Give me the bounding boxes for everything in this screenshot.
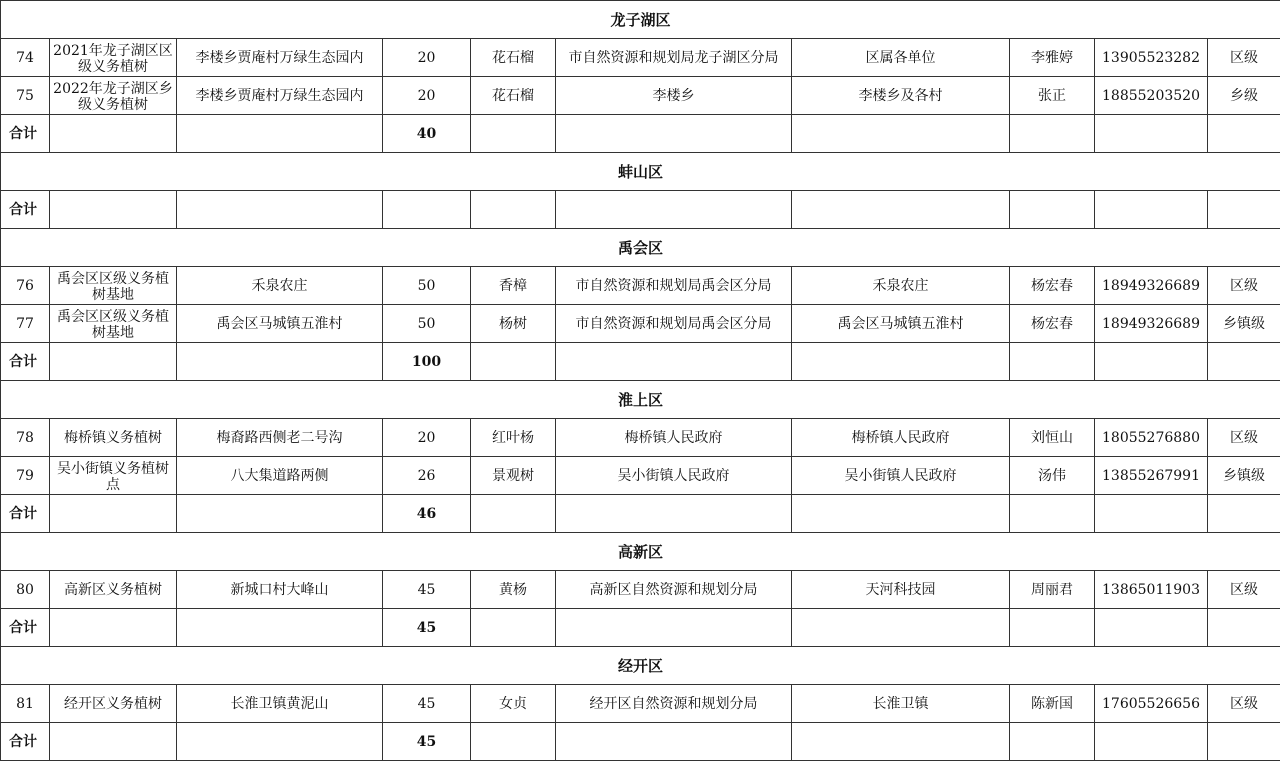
row-number-cell (1, 305, 50, 343)
row-number-cell (1, 267, 50, 305)
site-name-cell (50, 457, 177, 495)
empty-cell (792, 191, 1010, 229)
site-level-cell (1208, 419, 1280, 457)
participants-cell (792, 77, 1010, 115)
table-row (1, 77, 1280, 115)
section-title: 高新区 (1, 533, 1280, 571)
organizer: 梅桥镇人民政府 (624, 429, 723, 446)
site-name: 2022年龙子湖区乡级义务植树 (53, 80, 173, 111)
contact-phone: 18855203520 (1102, 87, 1200, 104)
empty-cell (1095, 609, 1208, 647)
contact-person: 杨宏春 (1031, 277, 1073, 294)
section-title: 经开区 (1, 647, 1280, 685)
empty-cell (1010, 495, 1095, 533)
participants: 李楼乡及各村 (858, 87, 943, 104)
empty-cell (177, 723, 383, 761)
empty-cell (50, 495, 177, 533)
tree-species-cell (471, 305, 556, 343)
contact-person: 杨宏春 (1031, 315, 1073, 332)
tree-count: 20 (417, 49, 436, 66)
empty-cell (1010, 343, 1095, 381)
site-location: 李楼乡贾庵村万绿生态园内 (195, 87, 364, 104)
site-location-cell (177, 39, 383, 77)
empty-cell (1208, 115, 1280, 153)
contact-phone-cell (1095, 685, 1208, 723)
empty-cell (1208, 343, 1280, 381)
contact-person-cell (1010, 419, 1095, 457)
tree-species-cell (471, 77, 556, 115)
empty-cell (50, 115, 177, 153)
table-row (1, 419, 1280, 457)
section-title: 禹会区 (1, 229, 1280, 267)
tree-count: 50 (417, 315, 436, 332)
table-row (1, 305, 1280, 343)
contact-phone: 13855267991 (1102, 467, 1200, 484)
empty-cell (177, 343, 383, 381)
empty-cell (1095, 495, 1208, 533)
tree-count-cell (383, 305, 471, 343)
row-number: 77 (16, 315, 34, 332)
site-name: 2021年龙子湖区区级义务植树 (53, 42, 173, 73)
organizer-cell (556, 267, 792, 305)
tree-count: 45 (417, 695, 436, 712)
participants: 区属各单位 (865, 49, 936, 66)
table-row (1, 39, 1280, 77)
empty-cell (556, 343, 792, 381)
organizer: 李楼乡 (652, 87, 695, 104)
tree-species: 黄杨 (499, 581, 527, 598)
organizer: 经开区自然资源和规划分局 (589, 695, 758, 712)
empty-cell (1208, 495, 1280, 533)
tree-count-cell (383, 571, 471, 609)
empty-cell (177, 609, 383, 647)
empty-cell (1010, 723, 1095, 761)
organizer: 市自然资源和规划局禹会区分局 (575, 315, 772, 332)
participants-cell (792, 305, 1010, 343)
site-name: 吴小街镇义务植树点 (57, 460, 169, 491)
organizer-cell (556, 457, 792, 495)
tree-species: 红叶杨 (492, 429, 534, 446)
site-level: 区级 (1230, 429, 1258, 446)
empty-cell (177, 495, 383, 533)
empty-cell (792, 495, 1010, 533)
site-location-cell (177, 571, 383, 609)
organizer-cell (556, 419, 792, 457)
empty-cell (556, 115, 792, 153)
site-level: 区级 (1230, 695, 1258, 712)
total-row (1, 343, 1280, 381)
total-value: 40 (383, 115, 471, 153)
participants: 禾泉农庄 (872, 277, 929, 294)
tree-species-cell (471, 571, 556, 609)
row-number: 75 (16, 87, 34, 104)
empty-cell (556, 191, 792, 229)
site-location-cell (177, 305, 383, 343)
table-body (1, 1, 1280, 761)
tree-count-cell (383, 685, 471, 723)
row-number-cell (1, 39, 50, 77)
total-label: 合计 (1, 723, 50, 761)
site-name-cell (50, 39, 177, 77)
empty-cell (50, 191, 177, 229)
site-name-cell (50, 419, 177, 457)
site-level-cell (1208, 267, 1280, 305)
empty-cell (471, 495, 556, 533)
site-location: 长淮卫镇黄泥山 (230, 695, 329, 712)
total-row (1, 723, 1280, 761)
row-number: 81 (16, 695, 34, 712)
site-location: 李楼乡贾庵村万绿生态园内 (195, 49, 364, 66)
contact-phone-cell (1095, 267, 1208, 305)
site-location-cell (177, 267, 383, 305)
participants-cell (792, 685, 1010, 723)
contact-person-cell (1010, 39, 1095, 77)
contact-person: 周丽君 (1031, 581, 1073, 598)
total-value (383, 191, 471, 229)
empty-cell (792, 723, 1010, 761)
empty-cell (177, 191, 383, 229)
tree-species: 花石榴 (492, 87, 534, 104)
site-name: 经开区义务植树 (64, 695, 162, 712)
empty-cell (1208, 723, 1280, 761)
total-row (1, 191, 1280, 229)
site-level: 区级 (1230, 581, 1258, 598)
contact-phone-cell (1095, 457, 1208, 495)
site-level: 乡镇级 (1223, 315, 1265, 332)
total-label: 合计 (1, 495, 50, 533)
section-title: 淮上区 (1, 381, 1280, 419)
participants: 吴小街镇人民政府 (844, 467, 957, 484)
site-name-cell (50, 77, 177, 115)
contact-phone-cell (1095, 419, 1208, 457)
tree-count-cell (383, 457, 471, 495)
tree-species-cell (471, 685, 556, 723)
row-number-cell (1, 571, 50, 609)
empty-cell (792, 343, 1010, 381)
site-location: 禾泉农庄 (251, 277, 308, 294)
organizer-cell (556, 571, 792, 609)
total-value: 45 (383, 723, 471, 761)
empty-cell (50, 609, 177, 647)
contact-phone: 13865011903 (1102, 581, 1200, 598)
tree-count: 50 (417, 277, 436, 294)
participants: 天河科技园 (865, 581, 936, 598)
organizer-cell (556, 77, 792, 115)
row-number: 80 (16, 581, 34, 598)
site-level-cell (1208, 685, 1280, 723)
empty-cell (50, 343, 177, 381)
tree-species: 景观树 (492, 467, 534, 484)
site-location: 八大集道路两侧 (230, 467, 329, 484)
site-name-cell (50, 685, 177, 723)
empty-cell (792, 609, 1010, 647)
empty-cell (471, 115, 556, 153)
section-header (1, 229, 1280, 267)
contact-person-cell (1010, 77, 1095, 115)
contact-person-cell (1010, 457, 1095, 495)
empty-cell (1010, 115, 1095, 153)
tree-species: 杨树 (499, 315, 527, 332)
tree-species-cell (471, 39, 556, 77)
total-value: 46 (383, 495, 471, 533)
empty-cell (1208, 609, 1280, 647)
tree-count: 26 (417, 467, 436, 484)
empty-cell (1010, 191, 1095, 229)
section-header (1, 153, 1280, 191)
contact-phone: 18055276880 (1102, 429, 1200, 446)
empty-cell (556, 609, 792, 647)
total-label: 合计 (1, 115, 50, 153)
tree-species: 花石榴 (492, 49, 534, 66)
site-name: 禹会区区级义务植树基地 (57, 270, 169, 301)
participants-cell (792, 39, 1010, 77)
site-location-cell (177, 419, 383, 457)
participants-cell (792, 571, 1010, 609)
site-level: 区级 (1230, 277, 1258, 294)
tree-count: 20 (417, 429, 436, 446)
total-label: 合计 (1, 609, 50, 647)
site-level-cell (1208, 77, 1280, 115)
tree-count: 20 (417, 87, 436, 104)
empty-cell (471, 191, 556, 229)
contact-person: 陈新国 (1031, 695, 1073, 712)
row-number-cell (1, 685, 50, 723)
empty-cell (1208, 191, 1280, 229)
section-header (1, 647, 1280, 685)
site-level: 区级 (1230, 49, 1258, 66)
empty-cell (471, 609, 556, 647)
participants: 梅桥镇人民政府 (851, 429, 950, 446)
tree-count-cell (383, 77, 471, 115)
section-title: 蚌山区 (1, 153, 1280, 191)
section-header (1, 533, 1280, 571)
table-row (1, 571, 1280, 609)
empty-cell (177, 115, 383, 153)
contact-person: 张正 (1038, 87, 1066, 104)
empty-cell (471, 343, 556, 381)
site-level-cell (1208, 39, 1280, 77)
total-value: 100 (383, 343, 471, 381)
tree-count-cell (383, 419, 471, 457)
organizer: 吴小街镇人民政府 (617, 467, 730, 484)
site-name: 禹会区区级义务植树基地 (57, 308, 169, 339)
site-name-cell (50, 305, 177, 343)
participants: 禹会区马城镇五淮村 (837, 315, 964, 332)
site-level: 乡级 (1230, 87, 1258, 104)
site-level-cell (1208, 305, 1280, 343)
site-location-cell (177, 457, 383, 495)
site-location: 梅裔路西侧老二号沟 (216, 429, 343, 446)
total-label: 合计 (1, 343, 50, 381)
empty-cell (50, 723, 177, 761)
contact-person-cell (1010, 305, 1095, 343)
section-header (1, 381, 1280, 419)
row-number: 79 (16, 467, 34, 484)
site-location: 禹会区马城镇五淮村 (216, 315, 343, 332)
section-header (1, 1, 1280, 39)
table-row (1, 685, 1280, 723)
contact-person-cell (1010, 267, 1095, 305)
site-location: 新城口村大峰山 (230, 581, 329, 598)
total-label: 合计 (1, 191, 50, 229)
tree-species-cell (471, 419, 556, 457)
empty-cell (792, 115, 1010, 153)
total-row (1, 609, 1280, 647)
participants-cell (792, 457, 1010, 495)
organizer: 市自然资源和规划局禹会区分局 (575, 277, 772, 294)
organizer-cell (556, 305, 792, 343)
contact-person-cell (1010, 571, 1095, 609)
total-value: 45 (383, 609, 471, 647)
empty-cell (556, 723, 792, 761)
total-row (1, 495, 1280, 533)
empty-cell (556, 495, 792, 533)
row-number-cell (1, 457, 50, 495)
contact-phone: 13905523282 (1102, 49, 1200, 66)
table-row (1, 457, 1280, 495)
empty-cell (1010, 609, 1095, 647)
table-row (1, 267, 1280, 305)
empty-cell (1095, 343, 1208, 381)
site-name: 梅桥镇义务植树 (64, 429, 162, 446)
organizer: 市自然资源和规划局龙子湖区分局 (568, 49, 779, 66)
site-level-cell (1208, 457, 1280, 495)
organizer-cell (556, 685, 792, 723)
tree-species-cell (471, 457, 556, 495)
participants-cell (792, 267, 1010, 305)
contact-person: 汤伟 (1038, 467, 1066, 484)
row-number: 76 (16, 277, 34, 294)
site-name: 高新区义务植树 (64, 581, 162, 598)
site-name-cell (50, 267, 177, 305)
contact-phone-cell (1095, 77, 1208, 115)
site-level-cell (1208, 571, 1280, 609)
row-number: 78 (16, 429, 34, 446)
contact-person: 刘恒山 (1031, 429, 1073, 446)
site-name-cell (50, 571, 177, 609)
section-title: 龙子湖区 (1, 1, 1280, 39)
contact-phone-cell (1095, 571, 1208, 609)
site-location-cell (177, 77, 383, 115)
empty-cell (1095, 191, 1208, 229)
empty-cell (1095, 723, 1208, 761)
contact-phone-cell (1095, 39, 1208, 77)
organizer: 高新区自然资源和规划分局 (589, 581, 758, 598)
tree-species-cell (471, 267, 556, 305)
tree-count-cell (383, 39, 471, 77)
tree-species: 女贞 (499, 695, 527, 712)
contact-person: 李雅婷 (1031, 49, 1073, 66)
participants: 长淮卫镇 (872, 695, 929, 712)
organizer-cell (556, 39, 792, 77)
contact-phone: 18949326689 (1102, 277, 1200, 294)
row-number: 74 (16, 49, 34, 66)
participants-cell (792, 419, 1010, 457)
empty-cell (471, 723, 556, 761)
tree-count-cell (383, 267, 471, 305)
total-row (1, 115, 1280, 153)
contact-phone: 17605526656 (1102, 695, 1200, 712)
contact-phone-cell (1095, 305, 1208, 343)
contact-person-cell (1010, 685, 1095, 723)
contact-phone: 18949326689 (1102, 315, 1200, 332)
tree-count: 45 (417, 581, 436, 598)
tree-species: 香樟 (499, 277, 527, 294)
row-number-cell (1, 419, 50, 457)
row-number-cell (1, 77, 50, 115)
site-location-cell (177, 685, 383, 723)
site-level: 乡镇级 (1223, 467, 1265, 484)
empty-cell (1095, 115, 1208, 153)
